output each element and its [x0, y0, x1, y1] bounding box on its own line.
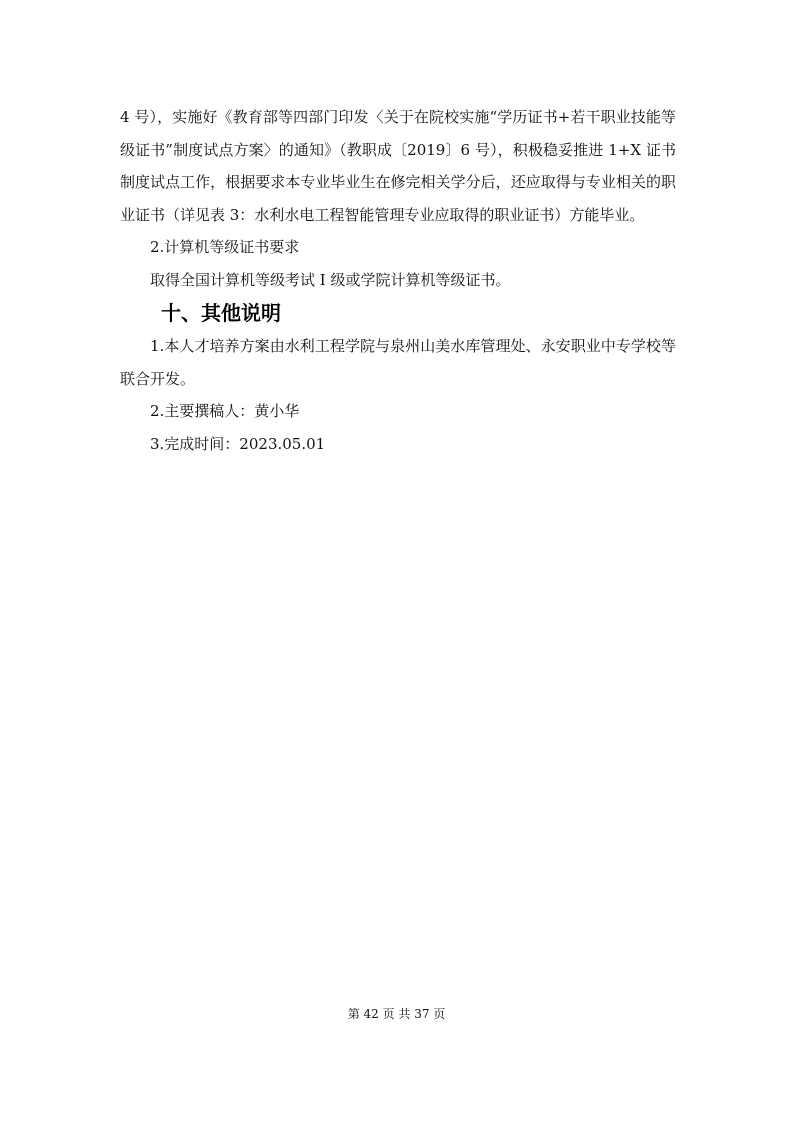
page-footer: 第 42 页 共 37 页: [347, 1007, 446, 1021]
note-two: 2.主要撰稿人：黄小华: [150, 402, 300, 420]
note-one: 1.本人才培养方案由水利工程学院与泉州山美水库管理处、永安职业中专学校等联合开发。: [120, 337, 676, 388]
computer-cert-text: 取得全国计算机等级考试 I 级或学院计算机等级证书。: [150, 270, 511, 289]
section-ten-heading: 十、其他说明: [161, 301, 281, 325]
certificate-paragraph: 4 号），实施好《教育部等四部门印发〈关于在院校实施“学历证书+若干职业技能等级证书”制度试点方案〉的通知》（教职成〔2019〕6 号），积极稳妥推进 1+X 证书制度试点工作，根据要求本专业毕业生在修完相关学分后，还应取得与专业相关的职业证书（详见表 3：水利水电工程智能管理专业应取得的职业证书）方能毕业。: [120, 108, 676, 224]
note-three: 3.完成时间：2023.05.01: [150, 434, 326, 453]
computer-cert-subtitle: 2.计算机等级证书要求: [150, 238, 300, 256]
document-body: [120, 101, 676, 460]
